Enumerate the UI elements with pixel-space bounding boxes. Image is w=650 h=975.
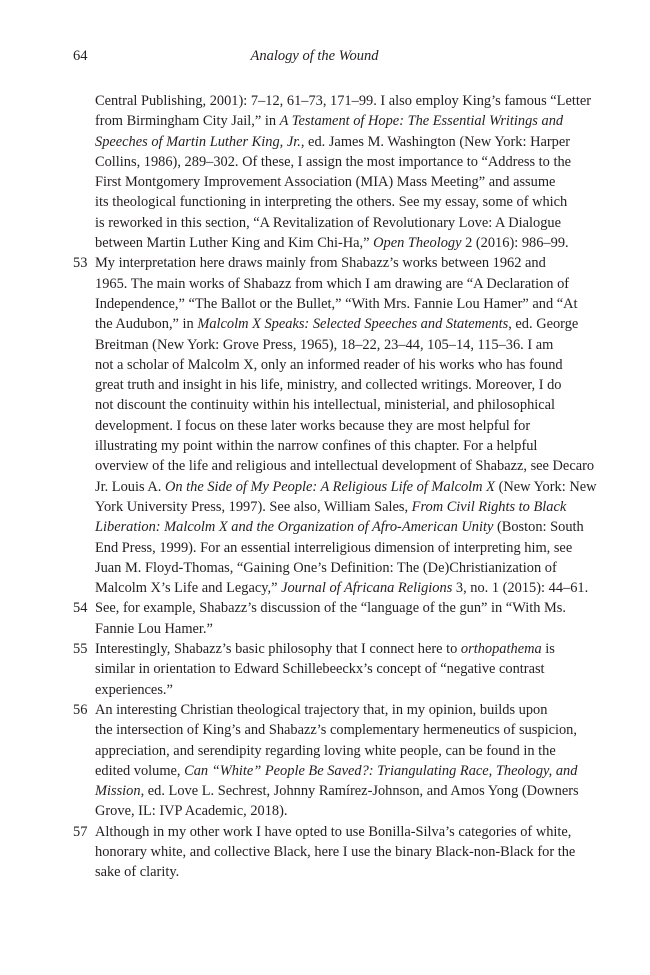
- endnote-line: [95, 192, 568, 212]
- running-title: Analogy of the Wound: [250, 48, 379, 64]
- endnote-line: [95, 801, 558, 821]
- text-run: the intersection of King’s and Shabazz’s complementary hermeneutics of suspicion,: [95, 722, 577, 739]
- endnote-line: [95, 720, 577, 740]
- endnote-line: [95, 375, 562, 395]
- italic-text-run: Open Theology: [373, 235, 462, 252]
- italic-text-run: Can “White” People Be Saved?: Triangulating Race, Theology, and: [184, 762, 578, 779]
- endnote-line: [95, 741, 558, 761]
- text-run: great truth and insight in his life, ministry, and collected writings. Moreover, I do: [95, 377, 562, 394]
- endnote-line: [95, 781, 579, 801]
- italic-text-run: Mission: [95, 783, 141, 800]
- endnote-text: [95, 700, 579, 822]
- italic-text-run: Speeches of Martin Luther King, Jr.: [95, 133, 301, 150]
- text-run: experiences.”: [95, 681, 173, 698]
- text-run: Breitman (New York: Grove Press, 1965), 18–22, 23–44, 105–14, 115–36. I am: [95, 336, 554, 353]
- endnote-number: 57: [73, 823, 88, 840]
- endnote-text: [95, 253, 597, 598]
- endnote-line: [95, 659, 558, 679]
- text-run: is: [541, 641, 555, 658]
- text-run: See, for example, Shabazz’s discussion of the “language of the gun” in “With Ms.: [95, 600, 566, 617]
- endnote-text: [95, 91, 592, 253]
- endnote-number: 54: [73, 600, 88, 617]
- text-run: , ed. George: [508, 316, 579, 333]
- text-run: 1965. The main works of Shabazz from which I am drawing are “A Declaration of: [95, 275, 570, 292]
- endnote-line: [95, 497, 567, 517]
- endnote-56: [73, 700, 579, 822]
- endnote-text: [95, 639, 558, 700]
- text-run: Jr. Louis A.: [95, 478, 165, 495]
- endnote-line: [95, 578, 589, 598]
- endnote-line: [95, 395, 558, 415]
- endnote-line: [95, 700, 558, 720]
- text-run: honorary white, and collective Black, here I use the binary Black-non-Black for the: [95, 843, 576, 860]
- endnote-line: [95, 517, 584, 537]
- text-run: the Audubon,” in: [95, 316, 198, 333]
- text-run: York University Press, 1997). See also, William Sales,: [95, 498, 412, 515]
- text-run: Fannie Lou Hamer.”: [95, 620, 213, 637]
- text-run: illustrating my point within the narrow confines of this chapter. For a helpful: [95, 438, 538, 455]
- italic-text-run: From Civil Rights to Black: [411, 498, 567, 515]
- endnote-text: [95, 598, 566, 639]
- italic-text-run: orthopathema: [460, 641, 542, 658]
- endnote-line: [95, 335, 558, 355]
- italic-text-run: A Testament of Hope: The Essential Writings and: [279, 113, 564, 130]
- endnote-number: 55: [73, 641, 88, 658]
- endnote-line: [95, 91, 592, 111]
- endnote-line: [95, 477, 597, 497]
- endnote-line: [95, 538, 573, 558]
- endnote-line: [95, 436, 558, 456]
- endnote-line: [95, 822, 572, 842]
- text-run: Although in my other work I have opted to use Bonilla-Silva’s categories of white,: [95, 823, 572, 840]
- text-run: End Press, 1999). For an essential interreligious dimension of interpreting him, see: [95, 539, 573, 556]
- text-run: appreciation, and serendipity regarding loving white people, can be found in the: [95, 742, 556, 759]
- text-run: not a scholar of Malcolm X, only an informed reader of his works who has found: [95, 356, 563, 373]
- text-run: Independence,” “The Ballot or the Bullet,” “With Mrs. Fannie Lou Hamer” and “At: [95, 295, 578, 312]
- text-run: , ed. James M. Washington (New York: Harper: [300, 133, 571, 150]
- endnote-text: [95, 822, 576, 883]
- text-run: (Boston: South: [493, 519, 584, 536]
- text-run: First Montgomery Improvement Association (MIA) Mass Meeting” and assume: [95, 174, 556, 191]
- endnote-line: [95, 680, 558, 700]
- endnote-line: [95, 172, 558, 192]
- text-run: Malcolm X’s Life and Legacy,”: [95, 580, 282, 597]
- endnotes-list: [73, 91, 597, 883]
- text-run: Grove, IL: IVP Academic, 2018).: [95, 803, 288, 820]
- text-run: edited volume,: [95, 762, 185, 779]
- text-run: (New York: New: [494, 478, 597, 495]
- italic-text-run: Journal of Africana Religions: [281, 580, 453, 597]
- page-number: 64: [73, 48, 88, 64]
- text-run: My interpretation here draws mainly from Shabazz’s works between 1962 and: [95, 255, 546, 272]
- endnote-number: 53: [73, 255, 88, 272]
- endnote-line: [95, 233, 569, 253]
- italic-text-run: On the Side of My People: A Religious Life of Malcolm X: [164, 478, 495, 495]
- endnote-line: [95, 213, 562, 233]
- endnote-55: [73, 639, 558, 700]
- italic-text-run: Liberation: Malcolm X and the Organization of Afro-American Unity: [95, 519, 494, 536]
- text-run: Interestingly, Shabazz’s basic philosophy that I connect here to: [95, 641, 461, 658]
- text-run: from Birmingham City Jail,” in: [95, 113, 280, 130]
- endnote-line: [95, 761, 578, 781]
- endnote-54: [73, 598, 566, 639]
- endnote-line: [95, 274, 570, 294]
- endnote-line: [95, 416, 558, 436]
- endnote-line: [95, 639, 558, 659]
- text-run: between Martin Luther King and Kim Chi-Ha,”: [95, 235, 374, 252]
- endnote-53: [73, 253, 597, 598]
- text-run: development. I focus on these later works because they are most helpful for: [95, 417, 531, 434]
- endnote-continued: [73, 91, 592, 253]
- text-run: 3, no. 1 (2015): 44–61.: [452, 580, 589, 597]
- endnote-line: [95, 456, 595, 476]
- text-run: 2 (2016): 986–99.: [461, 235, 569, 252]
- endnote-line: [95, 842, 576, 862]
- endnote-57: [73, 822, 576, 883]
- endnote-line: [95, 355, 563, 375]
- endnote-line: [95, 132, 571, 152]
- text-run: overview of the life and religious and intellectual development of Shabazz, see Decaro: [95, 458, 595, 475]
- text-run: Collins, 1986), 289–302. Of these, I assign the most importance to “Address to the: [95, 153, 572, 170]
- endnote-line: [95, 111, 564, 131]
- endnote-number: 56: [73, 701, 88, 718]
- running-head: [73, 46, 556, 66]
- endnote-line: [95, 314, 579, 334]
- text-run: not discount the continuity within his intellectual, ministerial, and philosophical: [95, 397, 556, 414]
- text-run: An interesting Christian theological trajectory that, in my opinion, builds upon: [95, 701, 548, 718]
- endnote-line: [95, 619, 558, 639]
- endnote-line: [95, 152, 572, 172]
- endnote-line: [95, 294, 578, 314]
- text-run: is reworked in this section, “A Revitalization of Revolutionary Love: A Dialogue: [95, 214, 562, 231]
- italic-text-run: Malcolm X Speaks: Selected Speeches and Statements: [197, 316, 509, 333]
- text-run: Juan M. Floyd-Thomas, “Gaining One’s Definition: The (De)Christianization of: [95, 559, 557, 576]
- text-run: its theological functioning in interpreting the others. See my essay, some of which: [95, 194, 568, 211]
- text-run: , ed. Love L. Sechrest, Johnny Ramírez-Johnson, and Amos Yong (Downers: [140, 783, 579, 800]
- endnote-line: [95, 253, 558, 273]
- endnote-line: [95, 862, 558, 882]
- text-run: similar in orientation to Edward Schillebeeckx’s concept of “negative contrast: [95, 661, 545, 678]
- text-run: sake of clarity.: [95, 864, 180, 881]
- text-run: Central Publishing, 2001): 7–12, 61–73, 171–99. I also employ King’s famous “Letter: [95, 93, 592, 109]
- endnote-line: [95, 558, 558, 578]
- endnote-line: [95, 598, 566, 618]
